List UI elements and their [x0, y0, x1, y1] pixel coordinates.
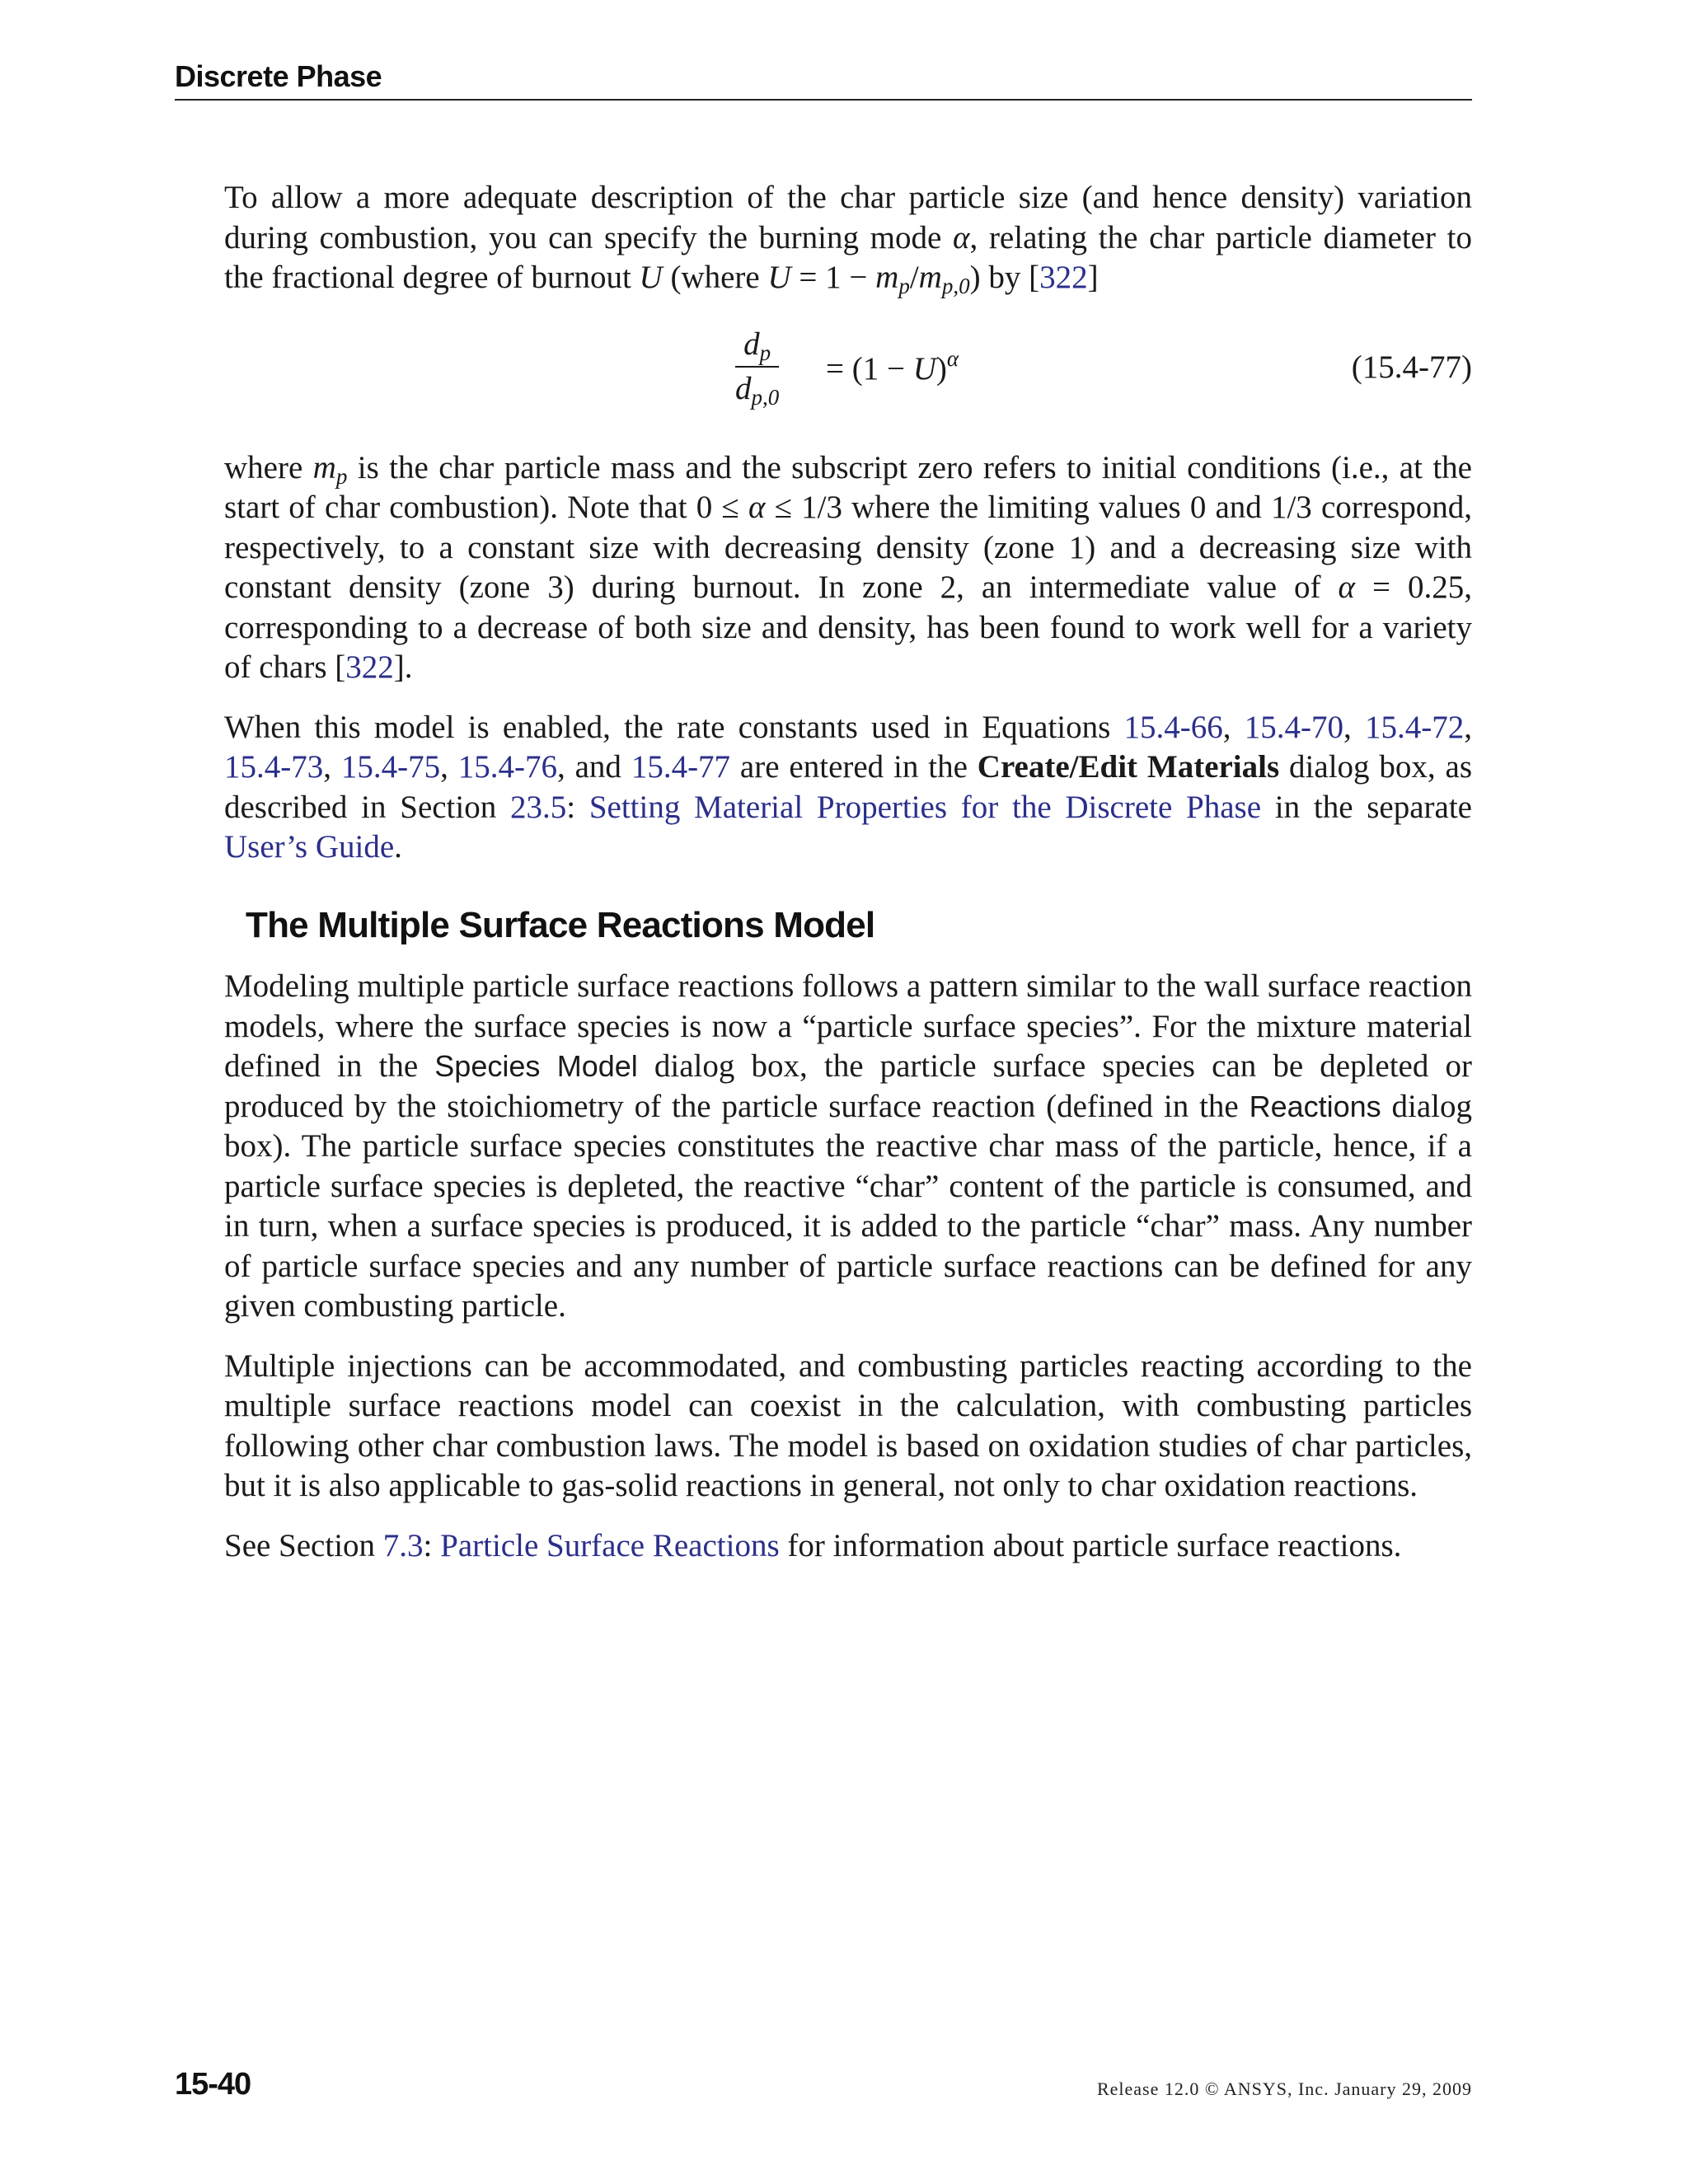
text-run: dialog box, as described in Section [224, 749, 1473, 825]
math-m: m [918, 260, 942, 295]
text-run: = 0.25, corresponding to a decrease of both size and density, has been found to work well for a variety of chars [ [224, 569, 1472, 685]
text-run: See Section [224, 1527, 383, 1563]
text-run: in the separate [1261, 789, 1472, 825]
section-title-link[interactable]: Particle Surface Reactions [440, 1527, 780, 1563]
math-alpha: α [953, 219, 970, 255]
release-info: Release 12.0 © ANSYS, Inc. January 29, 2009 [1096, 2079, 1472, 2099]
math-U: U [639, 260, 663, 295]
page-content [224, 178, 1472, 1586]
section-heading: The Multiple Surface Reactions Model [246, 904, 875, 945]
text-run: ]. [393, 649, 413, 685]
equation-link[interactable]: 15.4-72 [1365, 709, 1465, 745]
text-run: is the char particle mass and the subscript zero refers to initial conditions (i.e., at the start of char combustion). Note that 0 ≤ [224, 449, 1472, 525]
equation-fraction [735, 326, 780, 410]
math-subscript: p,0 [941, 274, 970, 298]
text-run: . [394, 829, 402, 865]
text-run: , [1343, 709, 1366, 745]
text-run: ] [1087, 260, 1099, 295]
section-title-link[interactable]: Setting Material Properties for the Discrete Phase [588, 789, 1262, 825]
equation-link[interactable]: 15.4-73 [224, 749, 324, 785]
paragraph-rate-constants [224, 708, 1472, 868]
text-run: ) [935, 350, 947, 387]
text-run: are entered in the [730, 749, 978, 785]
text-run: , relating the char particle diameter to the fractional degree of burnout [224, 219, 1472, 295]
citation-link[interactable]: 322 [1039, 260, 1088, 295]
dialog-name: Reactions [1249, 1089, 1381, 1123]
fraction-numerator [735, 326, 779, 368]
math-U: U [912, 350, 936, 387]
text-run: , [323, 749, 341, 785]
page-header [175, 59, 1472, 101]
text-run: dialog box). The particle surface species constitutes the reactive char mass of the particle, hence, if a particle surface species is depleted, the reactive “char” content of the particle is consumed, and in turn, when a surface species is produced, it is added to the particle “char” mass. Any number of particle surface species and any number of particle surface reactions can be defined for any given combusting particle. [224, 1088, 1473, 1324]
header-title: Discrete Phase [175, 59, 382, 93]
math-d: d [743, 326, 760, 362]
math-alpha: α [1338, 569, 1356, 605]
text-run: To allow a more adequate description of the char particle size (and hence density) variation during combustion, you can specify the burning mode [224, 180, 1472, 255]
text-run: = (1 − [826, 350, 913, 387]
equation-link[interactable]: 15.4-75 [340, 749, 441, 785]
equation-link[interactable]: 15.4-76 [457, 749, 557, 785]
equation-link[interactable]: 15.4-70 [1244, 709, 1344, 745]
citation-link[interactable]: 322 [345, 649, 394, 685]
text-run: Modeling multiple particle surface reactions follows a pattern similar to the wall surface reaction models, where the surface species is now a “particle surface species”. For the mixture material defined in the [224, 968, 1472, 1084]
equation-link[interactable]: 15.4-77 [631, 749, 731, 785]
text-run: : [423, 1527, 441, 1563]
math-m: m [312, 449, 336, 485]
paragraph-multiple-injections: Multiple injections can be accommodated, and combusting particles reacting according to the multiple surface reactions model can coexist in the calculation, with combusting particles following other char combustion laws. The model is based on oxidation studies of char particles, but it is also applicable to gas-solid reactions in general, not only to char oxidation reactions. [224, 1347, 1472, 1503]
text-run: / [909, 260, 919, 295]
math-d: d [735, 370, 752, 406]
paragraph-burning-mode [224, 178, 1472, 298]
equation-rhs [826, 345, 959, 390]
users-guide-link[interactable]: User’s Guide [224, 829, 395, 865]
dialog-name-bold: Create/Edit Materials [977, 749, 1280, 785]
dialog-name: Species Model [434, 1049, 638, 1083]
text-run: = 1 − [790, 260, 876, 295]
text-run: (where [662, 260, 768, 295]
page-number: 15-40 [175, 2067, 251, 2102]
math-superscript: α [946, 345, 959, 371]
text-run: dialog box, the particle surface species can be depleted or produced by the stoichiometry of the particle surface reaction (defined in the [224, 1048, 1472, 1124]
math-subscript: p [759, 340, 771, 365]
text-run: for information about particle surface reactions. [779, 1527, 1402, 1563]
math-alpha: α [748, 490, 766, 525]
paragraph-see-section [224, 1526, 1472, 1567]
text-run: where [224, 449, 313, 485]
equation-number: (15.4-77) [1351, 349, 1472, 385]
section-link[interactable]: 7.3 [382, 1527, 424, 1563]
text-run: ) by [ [969, 260, 1040, 295]
math-subscript: p [335, 463, 348, 489]
paragraph-multiple-surface-reactions [224, 967, 1472, 1327]
math-U: U [767, 260, 791, 295]
text-run: When this model is enabled, the rate constants used in Equations [224, 709, 1124, 745]
fraction-denominator [735, 368, 780, 410]
equation-link[interactable]: 15.4-66 [1123, 709, 1223, 745]
math-m: m [875, 260, 899, 295]
section-link[interactable]: 23.5 [509, 789, 567, 825]
paragraph-mass-definition [224, 448, 1472, 688]
text-run: ≤ 1/3 where the limiting values 0 and 1/3 correspond, respectively, to a constant size with decreasing density (zone 1) and a decreasing size with constant density (zone 3) during burnout. In zone 2, an intermediate value of [224, 490, 1472, 605]
math-subscript: p [898, 274, 910, 298]
text-run: , [1464, 709, 1473, 745]
math-subscript: p,0 [751, 384, 780, 410]
text-run: , and [557, 749, 631, 785]
equation-15-4-77 [224, 318, 1472, 434]
text-run: , [440, 749, 458, 785]
text-run: , [1222, 709, 1245, 745]
text-run: : [566, 789, 589, 825]
